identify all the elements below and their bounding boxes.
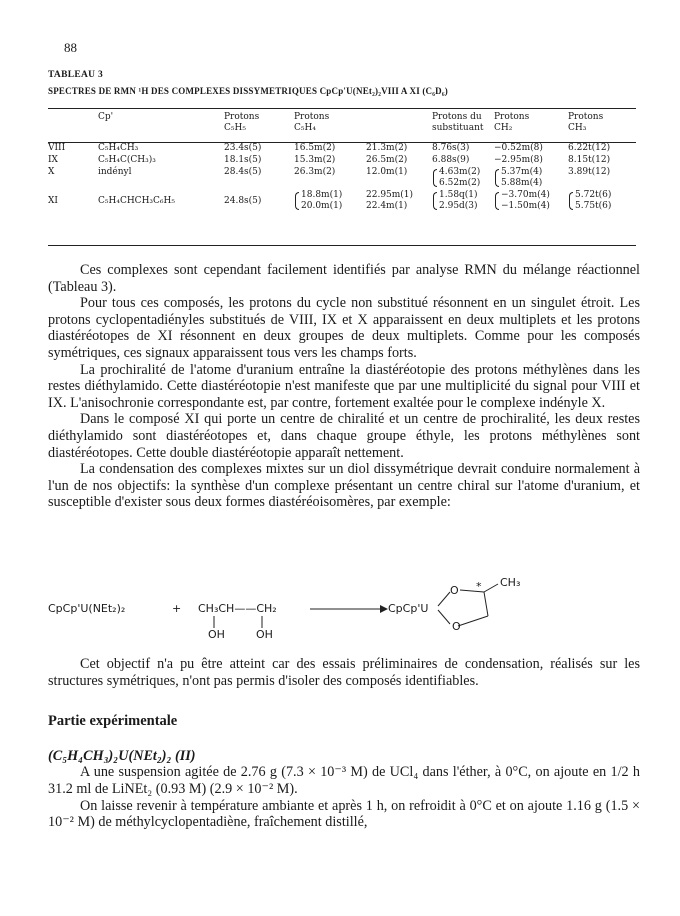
table-row: X indényl 28.4s(5) 26.3m(2) 12.0m(1) 4.63m(2) 6.52m(2) 5.37m(4) 5.88m(4) 3.89t(12): [48, 167, 611, 188]
nmr-table: [48, 112, 636, 212]
header-ch3: Protons CH₃: [568, 112, 604, 133]
diol-formula: CH₃CH——CH₂: [198, 602, 277, 615]
brace-group: 18.8m(1) 20.0m(1): [294, 190, 342, 212]
ring-oxygen-top: O: [450, 584, 459, 597]
brace-group: −3.70m(4) −1.50m(4): [494, 190, 550, 212]
brace-group: 5.72t(6) 5.75t(6): [568, 190, 611, 212]
chiral-star: *: [476, 580, 482, 593]
header-substituent: Protons du substituant: [432, 112, 484, 133]
paragraph: La prochiralité de l'atome d'uranium entraîne la diastéréotopie des protons méthylènes dans les restes diéthylamido. Cette diastéréotopie n'est manifeste que par une multiplicité du signal pour VIII et IX. L'anisochronie correspondante est, par contre, fortement exaltée pour le complexe indényle X.: [48, 361, 640, 411]
reaction-arrow: [310, 602, 390, 616]
table-rule-top: [48, 108, 636, 109]
table-row: VIII C₅H₄CH₃ 23.4s(5) 16.5m(2) 21.3m(2) 8.76s(3) −0.52m(8) 6.22t(12): [48, 143, 611, 153]
paragraph: A une suspension agitée de 2.76 g (7.3 × 10⁻³ M) de UCl₄ dans l'éther, à 0°C, on ajoute en 1/2 h 31.2 ml de LiNEt₂ (0.93 M) (2.9 × 10⁻² M).: [48, 764, 640, 797]
reactant-complex: CpCp'U(NEt₂)₂: [48, 602, 126, 615]
hydroxyl-2: OH: [256, 628, 273, 641]
body-text: [48, 262, 640, 511]
paragraph: La condensation des complexes mixtes sur un diol dissymétrique devrait conduire normalement à l'un de nos objectifs: la synthèse d'un complexe présentant un centre chiral sur l'atome d'uranium, et susceptible d'exister sous deux formes diastéréoisomères, par exemple:: [48, 461, 640, 511]
subsection-title: (C₅H₄CH₃)₂U(NEt₂)₂ (II): [48, 747, 196, 764]
header-c5h4: Protons C₅H₄: [294, 112, 330, 133]
page-number: 88: [64, 40, 77, 55]
paragraph: On laisse revenir à température ambiante et après 1 h, on refroidit à 0°C et on ajoute 1.16 g (1.5 × 10⁻² M) de méthylcyclopentadiène, fraîchement distillé,: [48, 797, 640, 831]
section-title: Partie expérimentale: [48, 713, 178, 730]
brace-group: 4.63m(2) 6.52m(2): [432, 167, 480, 189]
hydroxyl-1: OH: [208, 628, 225, 641]
brace-group: 5.37m(4) 5.88m(4): [494, 167, 542, 189]
brace-group: 1.58q(1) 2.95d(3): [432, 190, 478, 212]
table-row: IX C₅H₄C(CH₃)₃ 18.1s(5) 15.3m(2) 26.5m(2) 6.88s(9) −2.95m(8) 8.15t(12): [48, 155, 611, 165]
table-caption: SPECTRES DE RMN ¹H DES COMPLEXES DISSYMETRIQUES CpCp'U(NEt₂)₂VIII A XI (C₆D₆): [48, 86, 448, 96]
paragraph: Ces complexes sont cependant facilement identifiés par analyse RMN du mélange réactionnel (Tableau 3).: [48, 262, 640, 295]
paragraph: Cet objectif n'a pu être atteint car des essais préliminaires de condensation, réalisés sur les structures symétriques, n'ont pas permis d'isoler des composés identifiables.: [48, 656, 640, 689]
table-rule-bottom: [48, 245, 636, 246]
product-complex: CpCp'U: [388, 602, 429, 615]
reaction-equation: [48, 576, 648, 640]
table-row: XI C₅H₄CHCH₃C₆H₅ 24.8s(5) 18.8m(1) 20.0m(1) 22.95m(1) 22.4m(1) 1.58q(1) 2.95d(3) −3.70m(4) −1.50m(4) 5.72t(6) 5.75t(6): [48, 190, 612, 211]
body-text-continued: [48, 656, 640, 831]
header-c5h5: Protons C₅H₅: [224, 112, 260, 133]
header-ch2: Protons CH₂: [494, 112, 530, 133]
table-header-row: [48, 112, 636, 142]
table-label: TABLEAU 3: [48, 70, 104, 80]
paragraph: Dans le composé XI qui porte un centre de chiralité et un centre de prochiralité, les deux restes diéthylamido sont diastéréotopes et, dans chaque groupe éthyle, les protons méthylènes sont diastéréotopes. Cette double diastéréotopie apparaît nettement.: [48, 411, 640, 461]
ring-oxygen-bottom: O: [452, 620, 461, 633]
header-cp: Cp': [98, 112, 114, 122]
paragraph: Pour tous ces composés, les protons du cycle non substitué résonnent en un singulet étroit. Les protons cyclopentadiényles substitués de VIII, IX et X apparaissent en deux multiplets et les protons diastéréotopes de XI résonnent en deux groupes de deux multiplets. Comme pour les composés symétriques, ces signaux apparaissent tous vers les champs forts.: [48, 295, 640, 361]
plus-sign: +: [172, 602, 182, 615]
methyl-group: CH₃: [500, 576, 521, 589]
